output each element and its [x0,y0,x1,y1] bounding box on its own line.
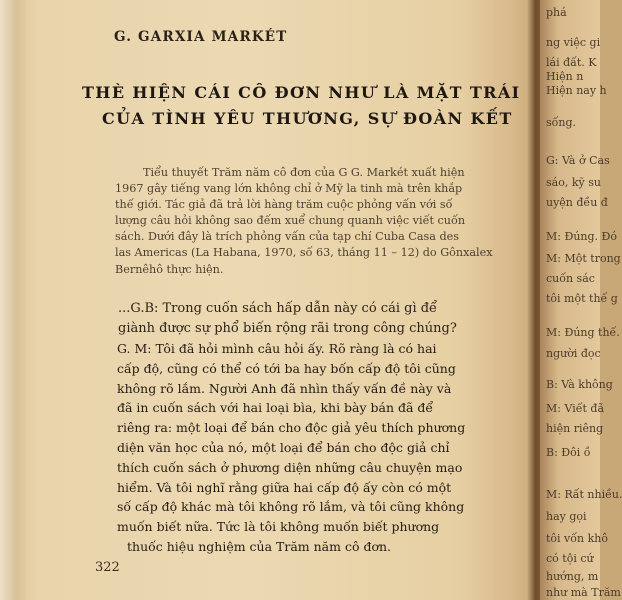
title-line: CỦA TÌNH YÊU THƯƠNG, SỰ ĐOÀN KẾT [102,109,513,128]
answer-line: không rõ lắm. Người Anh đã nhìn thấy vấn đề này và [117,380,452,396]
answer-line: hiểm. Và tôi nghĩ rằng giữa hai cấp độ ấy còn có một [117,479,452,495]
page-edge-shadow [0,0,26,600]
right-page [540,0,622,600]
answer-line: riêng ra: một loại để bán cho độc giả yêu thích phương [117,420,466,436]
right-page-fragment: M: Đúng. Đó [546,230,618,243]
right-page-fragment: sáo, kỹ su [546,176,601,189]
right-page-fragment: Hiện nay h [546,84,607,97]
right-page-fragment: M: Một trong [546,252,621,265]
right-page-fragment: có tội cứ [546,552,594,565]
answer-line: cấp độ, cũng có thể có tới ba hay bốn cấp độ tôi cũng [117,360,456,376]
right-page-fragment: hay gọi [546,510,587,523]
page-number: 322 [95,560,120,575]
right-page-fragment: hiện riêng [546,422,604,435]
right-page-fragment: phá [546,6,567,19]
question-line: giành được sự phổ biến rộng rãi trong công chúng? [118,321,457,336]
interview-answer [117,339,532,557]
interview-question [118,299,528,339]
title-line: THÈ HIỆN CÁI CÔ ĐƠN NHƯ LÀ MẶT TRÁI [82,83,521,102]
intro-line: thế giới. Tác giả đã trả lời hàng trăm cuộc phỏng vấn với số [115,198,453,212]
question-line: ...G.B: Trong cuốn sách hấp dẫn này có cái gì để [118,301,438,316]
right-page-fragment: hướng, m [546,570,599,583]
intro-paragraph [115,165,535,278]
intro-line: Tiểu thuyết Trăm năm cô đơn của G G. Markét xuất hiện [143,166,465,179]
right-page-fragment: người đọc [546,347,601,360]
right-page-fragment: tôi một thế g [546,292,618,305]
right-page-fragment: B: Và không [546,378,613,391]
intro-line: lượng câu hỏi không sao đếm xuể chung quanh việc viết cuốn [115,214,466,228]
running-head: G. GARXIA MARKÉT [114,29,288,45]
right-page-fragment: uyện đều đ [546,196,608,209]
right-page-fragment: như mà Trăm [546,586,621,599]
right-page-fragment: M: Đúng thế. [546,326,620,339]
intro-line: 1967 gây tiếng vang lớn không chỉ ở Mỹ la tinh mà trên khắp [115,182,463,196]
intro-line: Bernêhô thực hiện. [115,262,224,276]
answer-line: số cấp độ khác mà tôi không rõ lắm, và tôi cũng không [117,499,465,515]
chapter-title [82,80,537,132]
answer-line: muốn biết nữa. Tức là tôi không muốn biết phương [117,519,440,535]
right-page-fragment: ng việc gi [546,36,601,49]
right-page-fragment: tôi vốn khô [546,532,608,545]
right-page-fragment: lái đất. K [546,56,597,69]
right-page-fragment: B: Đôi ồ [546,446,591,459]
right-page-fragment: G: Và ở Cas [546,154,610,167]
right-page-fragment: sống. [546,116,576,129]
answer-line: thích cuốn sách ở phương diện những câu chuyện mạo [117,459,463,475]
right-page-fragment: M: Viết đã [546,402,605,415]
answer-line: diện văn học của nó, một loại để bán cho độc giả chỉ [117,439,450,455]
intro-line: las Americas (La Habana, 1970, số 63, tháng 11 – 12) do Gônxalex [115,246,493,260]
answer-line: đã in cuốn sách với hai loại bìa, khi bày bán đã để [117,400,434,416]
right-page-fragment: cuốn sác [546,272,595,285]
right-page-fragment: M: Rất nhiều. [546,488,622,501]
right-page-fragment: Hiện n [546,70,584,83]
answer-line: G. M: Tôi đã hỏi mình câu hỏi ấy. Rõ ràng là có hai [117,341,437,356]
answer-line: thuốc hiệu nghiệm của Trăm năm cô đơn. [127,538,391,554]
intro-line: sách. Dưới đây là trích phỏng vấn của tạp chí Cuba Casa des [115,230,460,244]
